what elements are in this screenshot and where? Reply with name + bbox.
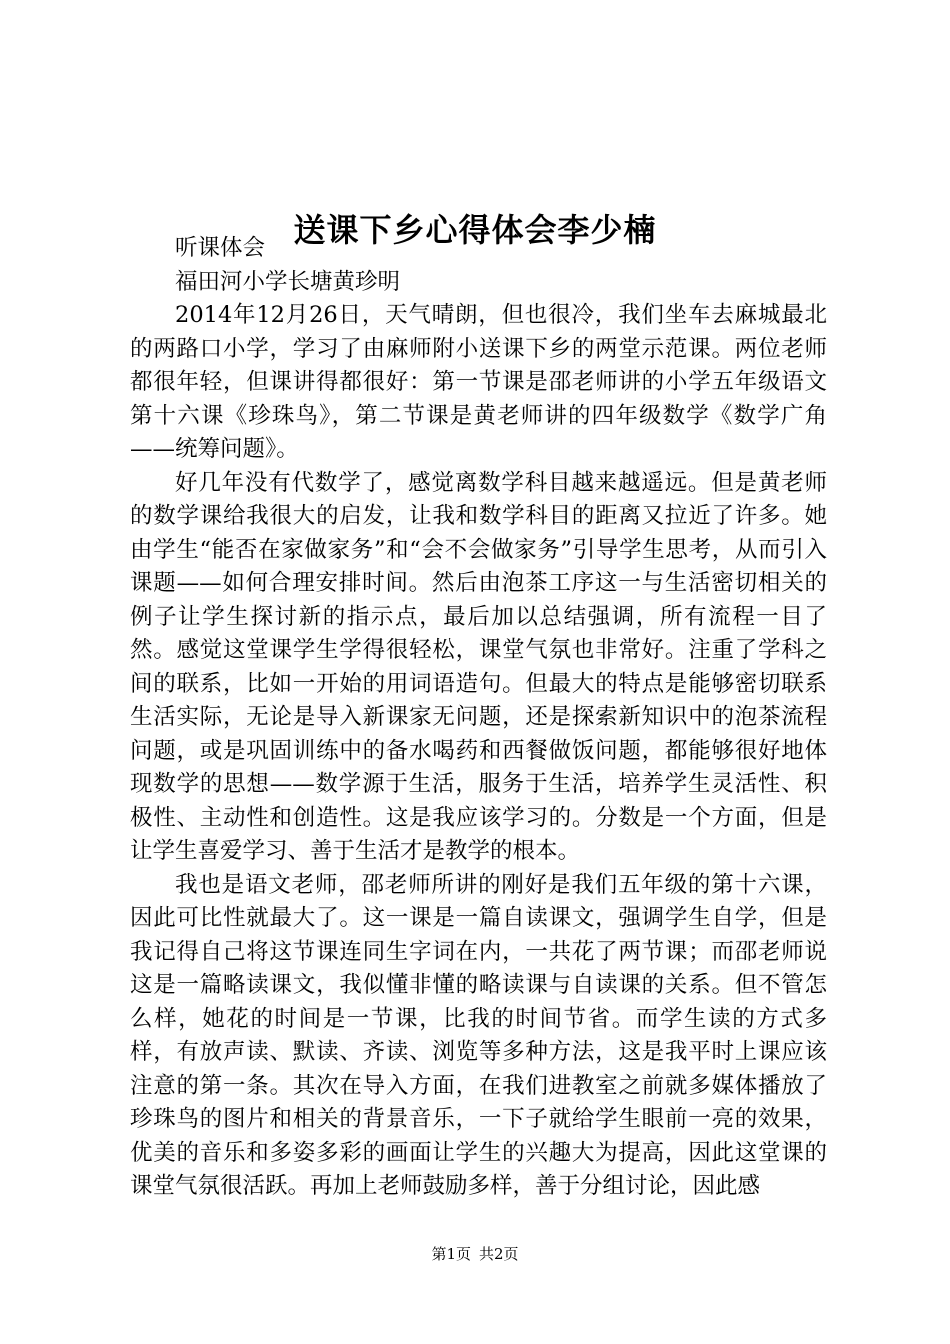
paragraph-intro: 2014年12月26日，天气晴朗，但也很冷，我们坐车去麻城最北的两路口小学，学习了由麻师附小送课下乡的两堂示范课。两位老师都很年轻，但课讲得都很好：第一节课是邵老师讲的小学五年级语文第十六课《珍珠鸟》，第二节课是黄老师讲的四年级数学《数学广角——统筹问题》。 (130, 302, 827, 462)
document-title: 送课下乡心得体会李少楠 (293, 211, 657, 250)
paragraph-math-lesson: 好几年没有代数学了，感觉离数学科目越来越遥远。但是黄老师的数学课给我很大的启发，让我和数学科目的距离又拉近了许多。她由学生“能否在家做家务”和“会不会做家务”引导学生思考，从而引入课题——如何合理安排时间。然后由泡茶工序这一与生活密切相关的例子让学生探讨新的指示点，最后加以总结强调，所有流程一目了然。感觉这堂课学生学得很轻松，课堂气氛也非常好。注重了学科之间的联系，比如一开始的用词语造句。但最大的特点是能够密切联系生活实际，无论是导入新课家无问题，还是探索新知识中的泡茶流程问题，或是巩固训练中的备水喝药和西餐做饭问题，都能够很好地体现数学的思想——数学源于生活，服务于生活，培养学生灵活性、积极性、主动性和创造性。这是我应该学习的。分数是一个方面，但是让学生喜爱学习、善于生活才是教学的根本。 (130, 469, 827, 864)
paragraph-heading: 听课体会 (175, 235, 266, 261)
document-body (130, 232, 827, 1204)
page-footer (0, 1243, 950, 1265)
page-total: 共2页 (479, 1245, 519, 1263)
page-number: 第1页 (431, 1245, 471, 1263)
paragraph-chinese-lesson: 我也是语文老师，邵老师所讲的刚好是我们五年级的第十六课，因此可比性就最大了。这一课是一篇自读课文，强调学生自学，但是我记得自己将这节课连同生字词在内，一共花了两节课；而邵老师说这是一篇略读课文，我似懂非懂的略读课与自读课的关系。但不管怎么样，她花的时间是一节课，比我的时间节省。而学生读的方式多样，有放声读、默读、齐读、浏览等多种方法，这是我平时上课应该注意的第一条。其次在导入方面，在我们进教室之前就多媒体播放了珍珠鸟的图片和相关的背景音乐，一下子就给学生眼前一亮的效果，优美的音乐和多姿多彩的画面让学生的兴趣大为提高，因此这堂课的课堂气氛很活跃。再加上老师鼓励多样，善于分组讨论，因此感 (130, 871, 827, 1199)
paragraph-author: 福田河小学长塘黄珍明 (175, 268, 401, 295)
